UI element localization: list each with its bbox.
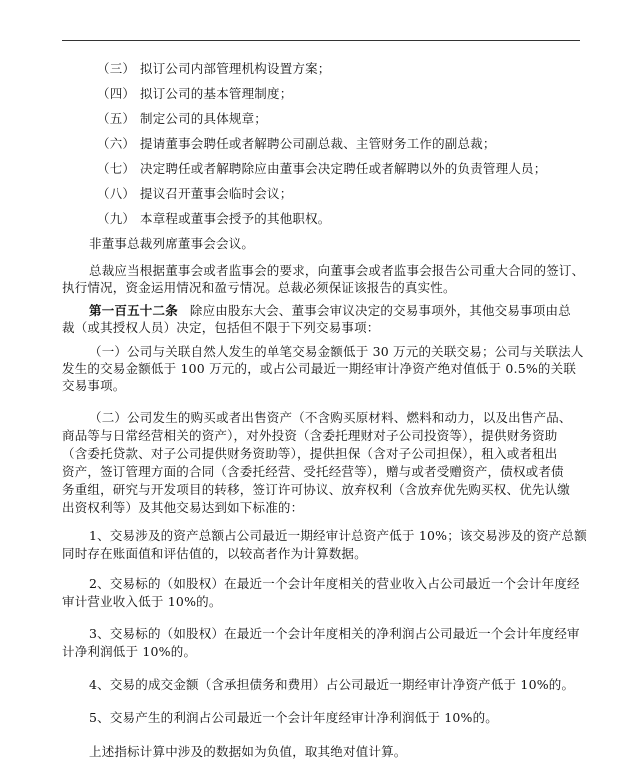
clause-two-line: （含委托贷款、对子公司提供财务资助等），提供担保（含对子公司担保），租入或者租出 xyxy=(62,446,558,461)
clause-two-line: 出资权利等）及其他交易达到如下标准的： xyxy=(62,500,304,515)
article-first-line xyxy=(89,303,571,318)
article-text-line: 裁（或其授权人员）决定，包括但不限于下列交易事项： xyxy=(62,320,380,335)
paragraph-report-line: 总裁应当根据董事会或者监事会的要求，向董事会或者监事会报告公司重大合同的签订、 xyxy=(89,263,585,278)
criterion-line: 3、交易标的（如股权）在最近一个会计年度相关的净利润占公司最近一个会计年度经审 xyxy=(89,626,580,641)
list-item-text: 拟订公司内部管理机构设置方案； xyxy=(140,61,331,76)
list-item-text: 决定聘任或者解聘除应由董事会决定聘任或者解聘以外的负责管理人员； xyxy=(140,161,547,176)
list-item-text: 提请董事会聘任或者解聘公司副总裁、主管财务工作的副总裁； xyxy=(140,136,496,151)
clause-two-line: （二）公司发生的购买或者出售资产（不含购买原材料、燃料和动力，以及出售产品、 xyxy=(89,410,572,425)
list-item-number: （九） xyxy=(97,211,136,226)
criterion-line: 4、交易的成交金额（含承担债务和费用）占公司最近一期经审计净资产低于 10%的。 xyxy=(89,677,575,692)
criterion-line: 5、交易产生的利润占公司最近一个会计年度经审计净利润低于 10%的。 xyxy=(89,710,499,725)
list-item-text: 拟订公司的基本管理制度； xyxy=(140,86,293,101)
list-item-number: （五） xyxy=(97,111,136,126)
list-item-number: （六） xyxy=(97,136,136,151)
criterion-line: 计净利润低于 10%的。 xyxy=(62,644,197,659)
clause-two-line: 资产，签订管理方面的合同（含委托经营、受托经营等），赠与或者受赠资产，债权或者债 xyxy=(62,464,564,479)
clause-one-line: 发生的交易金额低于 100 万元的，或占公司最近一期经审计净资产绝对值低于 0.5%的关联 xyxy=(62,361,577,376)
paragraph-report-line: 执行情况，资金运用情况和盈亏情况。总裁必须保证该报告的真实性。 xyxy=(62,280,456,295)
clause-two-line: 商品等与日常经营相关的资产），对外投资（含委托理财对子公司投资等），提供财务资助 xyxy=(62,428,558,443)
criterion-line: 2、交易标的（如股权）在最近一个会计年度相关的营业收入占公司最近一个会计年度经 xyxy=(89,576,580,591)
list-item-text: 本章程或董事会授予的其他职权。 xyxy=(140,211,331,226)
article-title: 第一百五十二条 xyxy=(89,303,178,318)
article-text: 除应由股东大会、董事会审议决定的交易事项外，其他交易事项由总 xyxy=(189,303,571,318)
clause-one-line: 交易事项。 xyxy=(62,378,126,393)
criterion-line: 1、交易涉及的资产总额占公司最近一期经审计总资产低于 10%；该交易涉及的资产总额 xyxy=(89,528,587,543)
header-rule xyxy=(62,40,580,41)
list-item-text: 制定公司的具体规章； xyxy=(140,111,268,126)
list-item-number: （三） xyxy=(97,61,136,76)
list-item-number: （八） xyxy=(97,186,136,201)
criterion-line: 审计营业收入低于 10%的。 xyxy=(62,594,222,609)
paragraph-absolute-value: 上述指标计算中涉及的数据如为负值，取其绝对值计算。 xyxy=(89,744,407,759)
list-item-number: （四） xyxy=(97,86,136,101)
clause-one-line: （一）公司与关联自然人发生的单笔交易金额低于 30 万元的关联交易；公司与关联法人 xyxy=(89,344,584,359)
criterion-line: 同时存在账面值和评估值的，以较高者作为计算数据。 xyxy=(62,546,367,561)
list-item-number: （七） xyxy=(97,161,136,176)
paragraph-nonboard-attendance: 非董事总裁列席董事会会议。 xyxy=(89,236,255,251)
list-item-text: 提议召开董事会临时会议； xyxy=(140,186,293,201)
clause-two-line: 务重组，研究与开发项目的转移，签订许可协议、放弃权利（含放弃优先购买权、优先认缴 xyxy=(62,482,571,497)
